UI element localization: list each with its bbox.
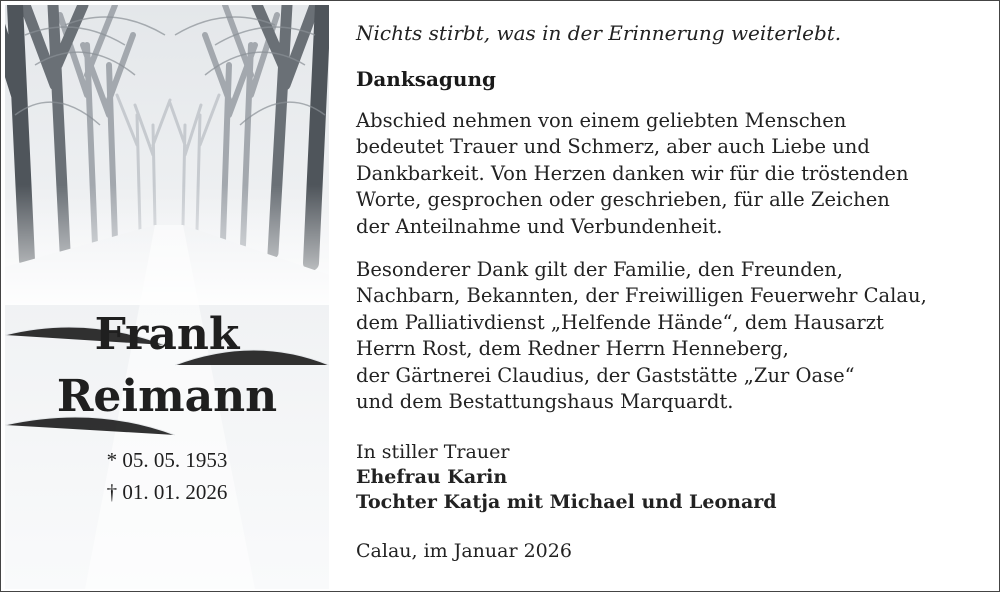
signature-intro: In stiller Trauer — [356, 441, 510, 463]
paragraph-line: Abschied nehmen von einem geliebten Menschen — [356, 109, 847, 132]
paragraph-line: der Anteilnahme und Verbundenheit. — [356, 214, 723, 238]
birth-date: * 05. 05. 1953 — [106, 448, 228, 472]
paragraph-gratitude — [356, 108, 909, 240]
place-date: Calau, im Januar 2026 — [356, 540, 572, 562]
first-name: Frank — [94, 309, 240, 360]
signature-block — [356, 440, 777, 515]
paragraph-line: Nachbarn, Bekannten, der Freiwilligen Feuerwehr Calau, — [356, 284, 927, 308]
paragraph-line: Dankbarkeit. Von Herzen danken wir für die tröstenden — [356, 161, 909, 185]
paragraph-line: Besonderer Dank gilt der Familie, den Freunden, — [356, 258, 843, 281]
signature-wife: Ehefrau Karin — [356, 466, 508, 488]
motto-quote: Nichts stirbt, was in der Erinnerung weiterlebt. — [356, 21, 842, 45]
paragraph-line: dem Palliativdienst „Helfende Hände“, dem Hausarzt — [356, 310, 884, 334]
paragraph-line: und dem Bestattungshaus Marquardt. — [356, 390, 734, 414]
winter-avenue-photo — [5, 5, 329, 589]
heading: Danksagung — [356, 67, 496, 91]
death-date: † 01. 01. 2026 — [106, 480, 228, 504]
paragraph-line: Worte, gesprochen oder geschrieben, für alle Zeichen — [356, 188, 890, 212]
last-name: Reimann — [56, 371, 278, 422]
paragraph-line: Herrn Rost, dem Redner Herrn Henneberg, — [356, 337, 789, 361]
signature-daughter: Tochter Katja mit Michael und Leonard — [356, 491, 777, 513]
paragraph-line: bedeutet Trauer und Schmerz, aber auch Liebe und — [356, 135, 870, 159]
paragraph-special-thanks — [356, 257, 927, 415]
paragraph-line: der Gärtnerei Claudius, der Gaststätte „Zur Oase“ — [356, 363, 855, 387]
